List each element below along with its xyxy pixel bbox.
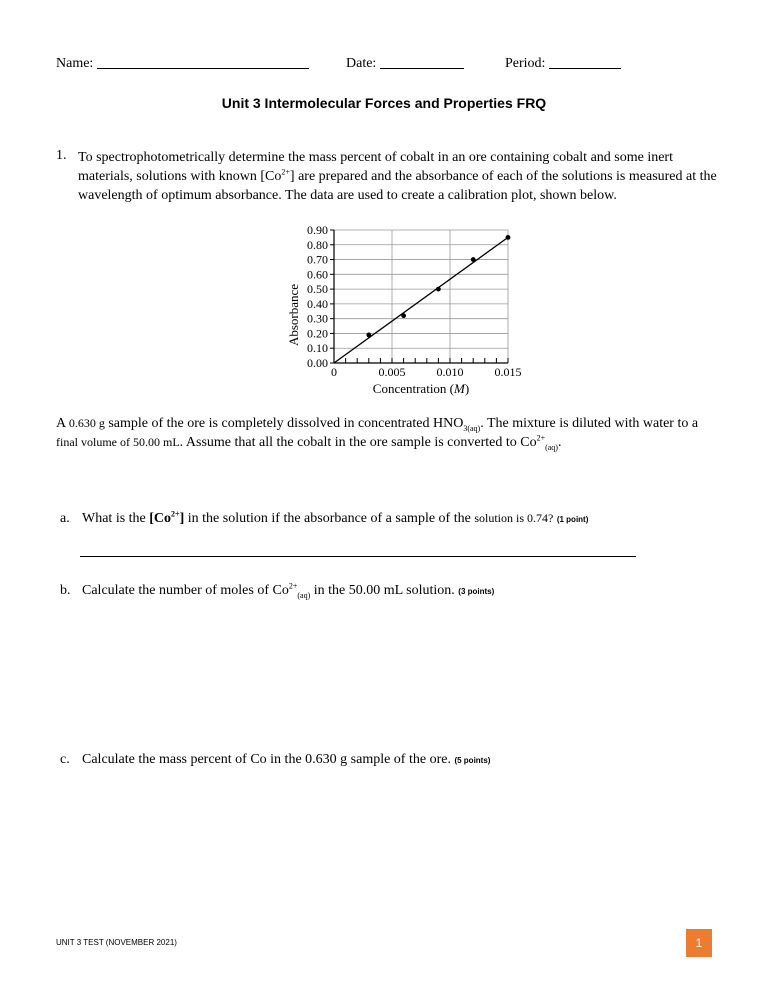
date-blank[interactable] [380,54,464,69]
part-b-question: Calculate the number of moles of $Co^{2+}_{(aq)}$ in the 50.00 mL solution. (3 points) [82,581,495,600]
data-point [436,287,441,292]
data-point [471,257,476,262]
part-a-question: What is the $[Co^{2+}]$ in the solution if the absorbance of a sample of the solution is 0.74? (1 point) [82,509,589,526]
period-field[interactable] [505,54,621,72]
part-a-answer-line[interactable] [80,556,636,557]
date-label: Date: [346,56,377,71]
calibration-chart [280,220,540,400]
chart-axes [330,230,508,363]
y-tick-label: 0.60 [307,267,328,282]
part-c-label: c. [60,752,70,767]
part-c-question: Calculate the mass percent of Co in the 0.630 g sample of the ore. (5 points) [82,752,491,767]
question-text: To spectrophotometrically determine the mass percent of cobalt in an ore containing cobalt and some inert materials, solutions with known $[Co^{2+}]$ are prepared and the absorbance of each of the solutions is measured at the wavelength of optimum absorbance. The data are used to create a calibration plot, shown below. [78,150,717,203]
period-blank[interactable] [549,54,621,69]
part-b-label: b. [60,583,71,598]
x-tick-label: 0 [331,365,337,379]
data-points [366,235,510,337]
question-number: 1. [56,148,67,163]
period-label: Period: [505,56,546,71]
footer-text: UNIT 3 TEST (NOVEMBER 2021) [56,938,177,947]
y-tick-label: 0.90 [307,223,328,237]
y-tick-labels [307,223,328,370]
name-blank[interactable] [97,54,309,69]
name-field[interactable] [56,54,309,72]
y-tick-label: 0.10 [307,341,328,356]
data-point [366,333,371,338]
date-field[interactable] [346,54,464,72]
fit-line-group [334,237,508,363]
x-tick-labels [331,365,522,379]
part-a-points: (1 point) [556,515,589,524]
fit-line [334,237,508,363]
y-tick-label: 0.30 [307,311,328,326]
y-axis-label: Absorbance [286,283,301,347]
page-number: 1 [686,929,712,957]
chart-grid [334,230,508,363]
part-a-label: a. [60,511,70,526]
data-point [401,313,406,318]
x-tick-label: 0.005 [378,365,406,379]
x-tick-label: 0.010 [436,365,464,379]
y-tick-label: 0.20 [307,326,328,341]
part-c-points: (5 points) [454,756,491,765]
x-axis-label: Concentration (M) [372,381,470,396]
name-label: Name: [56,56,94,71]
ore-description: A 0.630 g sample of the ore is completely dissolved in concentrated $HNO_{3(aq)}$. The mixture is diluted with water to a final volume of 50.00 mL. Assume that all the cobalt in the ore sample is converted to $Co^{2+}_{(aq)}$. [56,416,699,452]
part-b-points: (3 points) [458,587,495,596]
y-tick-label: 0.40 [307,296,328,311]
data-point [506,235,511,240]
y-tick-label: 0.00 [307,356,328,370]
page-title: Unit 3 Intermolecular Forces and Properties FRQ [221,95,547,111]
y-tick-label: 0.50 [307,282,328,297]
y-tick-label: 0.80 [307,237,328,252]
y-tick-label: 0.70 [307,252,328,267]
x-tick-label: 0.015 [494,365,522,379]
